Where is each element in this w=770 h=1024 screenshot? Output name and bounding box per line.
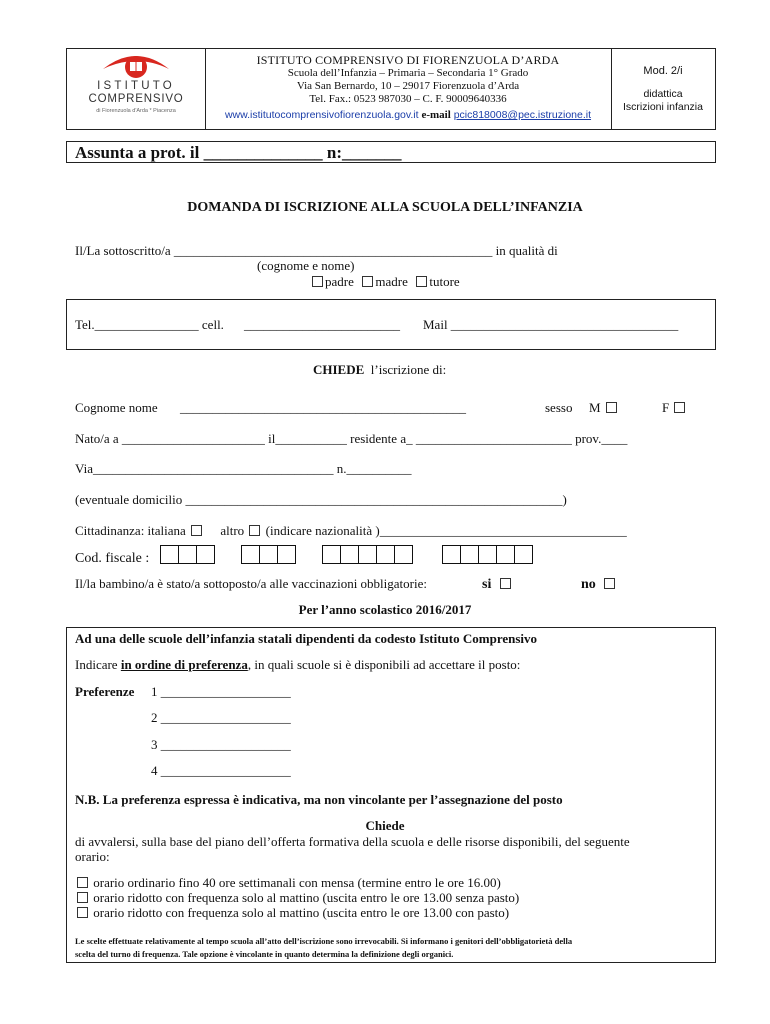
sex-m <box>589 400 619 416</box>
school-phone: Tel. Fax.: 0523 987030 – C. F. 90009640336 <box>309 93 507 105</box>
email-link[interactable]: pcic818008@pec.istruzione.it <box>453 109 592 121</box>
cell-field[interactable]: ________________________ <box>244 317 400 332</box>
madre-checkbox[interactable] <box>362 276 373 287</box>
request-line <box>313 362 446 378</box>
request-verb: CHIEDE <box>313 362 365 377</box>
nationality-field[interactable]: (indicare nazionalità )______________________________________ <box>265 523 627 538</box>
child-name-label: Cognome nome <box>75 400 158 415</box>
school-name: ISTITUTO COMPRENSIVO DI FIORENZUOLA D’ARDA <box>256 53 560 67</box>
chiede-heading: Chiede <box>365 818 405 833</box>
logo-cell <box>67 49 206 129</box>
logo-line2: COMPRENSIVO <box>88 93 184 105</box>
sex-m-label: M <box>589 400 601 415</box>
module-subject: Iscrizioni infanzia <box>623 101 703 113</box>
logo-line3: di Fiorenzuola d'Arda * Piacenza <box>96 108 176 114</box>
tel-field[interactable]: Tel.________________ cell. <box>75 317 224 332</box>
vaccine-no-checkbox[interactable] <box>604 578 615 589</box>
signer-line[interactable]: Il/La sottoscritto/a _________________________________________________ in qualità di <box>75 243 558 258</box>
sex-f-label: F <box>662 400 670 415</box>
schedule-option-1 <box>75 875 501 891</box>
footnote-line-1: Le scelte effettuate relativamente al tempo scuola all’atto dell’iscrizione sono irrevocabili. Si informano i genitori dell’obbligatorietà della <box>75 936 573 946</box>
sex-f <box>662 400 687 416</box>
footnote-line-2: scelta del turno di frequenza. Tale opzione è vincolante in quanto determina la definizione degli organici. <box>75 949 454 959</box>
tutore-label: tutore <box>429 274 460 289</box>
signer-note: (cognome e nome) <box>257 258 355 273</box>
preference-2[interactable]: 2 ____________________ <box>151 710 291 725</box>
schedule-1-checkbox[interactable] <box>77 877 88 888</box>
fiscal-code-group-1[interactable] <box>160 545 214 564</box>
module-code: Mod. 2/i <box>643 65 683 77</box>
avvalersi-text: di avvalersi, sulla base del piano dell’offerta formativa della scuola e delle risorse disponibili, del seguente <box>75 834 630 849</box>
contact-line <box>205 109 611 121</box>
protocol-box: Assunta a prot. il ______________ n:_______ <box>66 141 716 163</box>
instruction-emphasis: in ordine di preferenza <box>120 657 248 672</box>
preferences-heading: Ad una delle scuole dell’infanzia statali dipendenti da codesto Istituto Comprensivo <box>75 631 538 646</box>
mail-field[interactable]: Mail ___________________________________ <box>423 317 679 332</box>
school-info-cell <box>205 49 612 129</box>
school-year: Per l’anno scolastico 2016/2017 <box>298 602 472 617</box>
schedule-3-label: orario ridotto con frequenza solo al mattino (uscita entro le ore 13.00 con pasto) <box>93 905 510 920</box>
instruction-pre: Indicare <box>75 657 118 672</box>
schedule-2-checkbox[interactable] <box>77 892 88 903</box>
email-label: e-mail <box>421 109 451 121</box>
preferences-label: Preferenze <box>75 684 135 699</box>
website-link[interactable]: www.istitutocomprensivofiorenzuola.gov.it <box>224 109 419 121</box>
schedule-2-label: orario ridotto con frequenza solo al mattino (uscita entro le ore 13.00 senza pasto) <box>93 890 520 905</box>
request-text: l’iscrizione di: <box>370 362 447 377</box>
role-options <box>310 274 460 290</box>
schedule-option-3 <box>75 905 509 921</box>
school-type: Scuola dell’Infanzia – Primaria – Secondaria 1° Grado <box>287 67 529 79</box>
padre-label: padre <box>325 274 354 289</box>
domicile-line[interactable]: (eventuale domicilio __________________________________________________________) <box>75 492 567 507</box>
form-title: DOMANDA DI ISCRIZIONE ALLA SCUOLA DELL’INFANZIA <box>187 200 583 215</box>
address-line[interactable]: Via_____________________________________ n.__________ <box>75 461 412 476</box>
citizenship-label: Cittadinanza: italiana <box>75 523 186 538</box>
birth-line[interactable]: Nato/a a ______________________ il___________ residente a_ ________________________ prov.____ <box>75 431 628 446</box>
vaccine-question: Il/la bambino/a è stato/a sottoposto/a alle vaccinazioni obbligatorie: <box>75 576 427 591</box>
preference-4[interactable]: 4 ____________________ <box>151 763 291 778</box>
school-logo <box>67 49 205 131</box>
preferences-instruction <box>75 657 520 673</box>
citizenship-line <box>75 523 627 539</box>
schedule-3-checkbox[interactable] <box>77 907 88 918</box>
vaccine-no-label: no <box>581 577 596 592</box>
header-table <box>66 48 716 130</box>
vaccine-yes-label: si <box>482 577 492 592</box>
fiscal-code-group-2[interactable] <box>241 545 295 564</box>
sex-label: sesso <box>545 400 573 415</box>
module-category: didattica <box>643 88 683 100</box>
orario-label: orario: <box>75 849 110 864</box>
schedule-option-2 <box>75 890 519 906</box>
citizenship-other-label: altro <box>220 523 245 538</box>
preference-1[interactable]: 1 ____________________ <box>151 684 291 699</box>
vaccine-yes-checkbox[interactable] <box>500 578 511 589</box>
logo-line1: ISTITUTO <box>97 80 175 92</box>
school-address: Via San Bernardo, 10 – 29017 Fiorenzuola d’Arda <box>296 80 520 92</box>
preference-3[interactable]: 3 ____________________ <box>151 737 291 752</box>
fiscal-code-group-4[interactable] <box>442 545 532 564</box>
altro-checkbox[interactable] <box>249 525 260 536</box>
fiscal-code-label: Cod. fiscale : <box>75 551 150 566</box>
vaccine-no <box>581 576 617 593</box>
instruction-post: , in quali scuole si è disponibili ad accettare il posto: <box>247 657 521 672</box>
child-name-field[interactable]: ____________________________________________ <box>180 400 466 415</box>
padre-checkbox[interactable] <box>312 276 323 287</box>
madre-label: madre <box>375 274 408 289</box>
sex-m-checkbox[interactable] <box>606 402 617 413</box>
module-cell <box>611 49 715 129</box>
nb-note: N.B. La preferenza espressa è indicativa, ma non vincolante per l’assegnazione del posto <box>75 792 563 807</box>
vaccine-yes <box>482 576 513 593</box>
tutore-checkbox[interactable] <box>416 276 427 287</box>
fiscal-code-group-3[interactable] <box>322 545 412 564</box>
italiana-checkbox[interactable] <box>191 525 202 536</box>
sex-f-checkbox[interactable] <box>674 402 685 413</box>
schedule-1-label: orario ordinario fino 40 ore settimanali con mensa (termine entro le ore 16.00) <box>93 875 501 890</box>
